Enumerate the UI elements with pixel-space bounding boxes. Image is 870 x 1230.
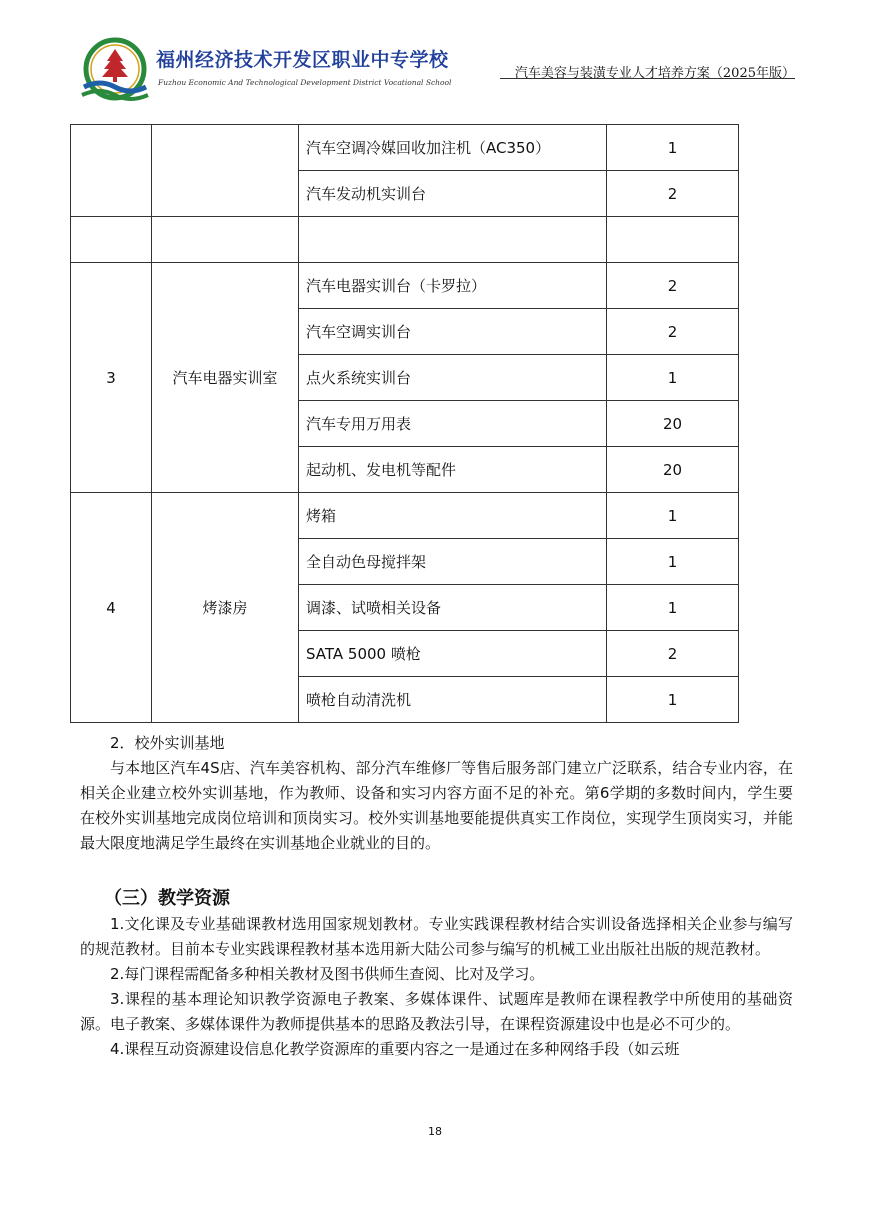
room-name-cell: 汽车电器实训室 — [152, 263, 299, 493]
subheading-off-campus: 2．校外实训基地 — [110, 734, 225, 752]
quantity-cell: 1 — [607, 585, 739, 631]
equipment-name-cell: 汽车发动机实训台 — [299, 171, 607, 217]
table-row — [71, 125, 739, 171]
equipment-name-cell: 烤箱 — [299, 493, 607, 539]
quantity-cell — [607, 217, 739, 263]
room-name-cell: 烤漆房 — [152, 493, 299, 723]
equipment-table — [70, 124, 739, 723]
paragraph-resource-4: 4.课程互动资源建设信息化教学资源库的重要内容之一是通过在多种网络手段（如云班 — [110, 1040, 680, 1058]
page-header — [0, 0, 870, 110]
school-name-cn: 福州经济技术开发区职业中专学校 — [156, 49, 449, 71]
table-row — [71, 493, 739, 539]
school-logo-icon — [80, 37, 150, 105]
document-title: 汽车美容与装潢专业人才培养方案（2025年版） — [514, 66, 795, 81]
room-name-cell — [152, 217, 299, 263]
equipment-name-cell: 起动机、发电机等配件 — [299, 447, 607, 493]
equipment-name-cell: 喷枪自动清洗机 — [299, 677, 607, 723]
equipment-name-cell: 汽车专用万用表 — [299, 401, 607, 447]
off-campus-section — [80, 731, 793, 856]
room-number-cell — [71, 125, 152, 217]
quantity-cell: 2 — [607, 263, 739, 309]
quantity-cell: 2 — [607, 171, 739, 217]
room-name-cell — [152, 125, 299, 217]
quantity-cell: 1 — [607, 355, 739, 401]
room-number-cell — [71, 217, 152, 263]
teaching-resources-section — [80, 912, 793, 1062]
room-number-cell: 4 — [71, 493, 152, 723]
table-row — [71, 263, 739, 309]
quantity-cell: 1 — [607, 539, 739, 585]
equipment-name-cell: 点火系统实训台 — [299, 355, 607, 401]
equipment-name-cell: 汽车空调冷媒回收加注机（AC350） — [299, 125, 607, 171]
paragraph-resource-1: 1.文化课及专业基础课教材选用国家规划教材。专业实践课程教材结合实训设备选择相关企业参与编写的规范教材。目前本专业实践课程教材基本选用新大陆公司参与编写的机械工业出版社出版的规范教材。 — [80, 915, 793, 958]
equipment-name-cell: 汽车空调实训台 — [299, 309, 607, 355]
equipment-name-cell: 调漆、试喷相关设备 — [299, 585, 607, 631]
page-number: 18 — [428, 1125, 442, 1138]
quantity-cell: 1 — [607, 493, 739, 539]
quantity-cell: 20 — [607, 447, 739, 493]
equipment-name-cell: 全自动色母搅拌架 — [299, 539, 607, 585]
paragraph-resource-3: 3.课程的基本理论知识教学资源电子教案、多媒体课件、试题库是教师在课程教学中所使用的基础资源。电子教案、多媒体课件为教师提供基本的思路及教法引导，在课程资源建设中也是必不可少的。 — [80, 990, 793, 1033]
quantity-cell: 20 — [607, 401, 739, 447]
equipment-name-cell: SATA 5000 喷枪 — [299, 631, 607, 677]
header-divider — [500, 78, 795, 79]
quantity-cell: 2 — [607, 309, 739, 355]
room-number-cell: 3 — [71, 263, 152, 493]
school-name-en: Fuzhou Economic And Technological Development District Vocational School — [158, 78, 452, 87]
equipment-name-cell: 汽车电器实训台（卡罗拉） — [299, 263, 607, 309]
table-row — [71, 217, 739, 263]
section-title-teaching-resources: （三）教学资源 — [104, 888, 230, 909]
quantity-cell: 1 — [607, 677, 739, 723]
paragraph-off-campus: 与本地区汽车4S店、汽车美容机构、部分汽车维修厂等售后服务部门建立广泛联系，结合专业内容，在相关企业建立校外实训基地，作为教师、设备和实习内容方面不足的补充。第6学期的多数时间内，学生要在校外实训基地完成岗位培训和顶岗实习。校外实训基地要能提供真实工作岗位，实现学生顶岗实习，并能最大限度地满足学生最终在实训基地企业就业的目的。 — [80, 759, 793, 852]
quantity-cell: 1 — [607, 125, 739, 171]
equipment-name-cell — [299, 217, 607, 263]
paragraph-resource-2: 2.每门课程需配备多种相关教材及图书供师生查阅、比对及学习。 — [110, 965, 545, 983]
quantity-cell: 2 — [607, 631, 739, 677]
